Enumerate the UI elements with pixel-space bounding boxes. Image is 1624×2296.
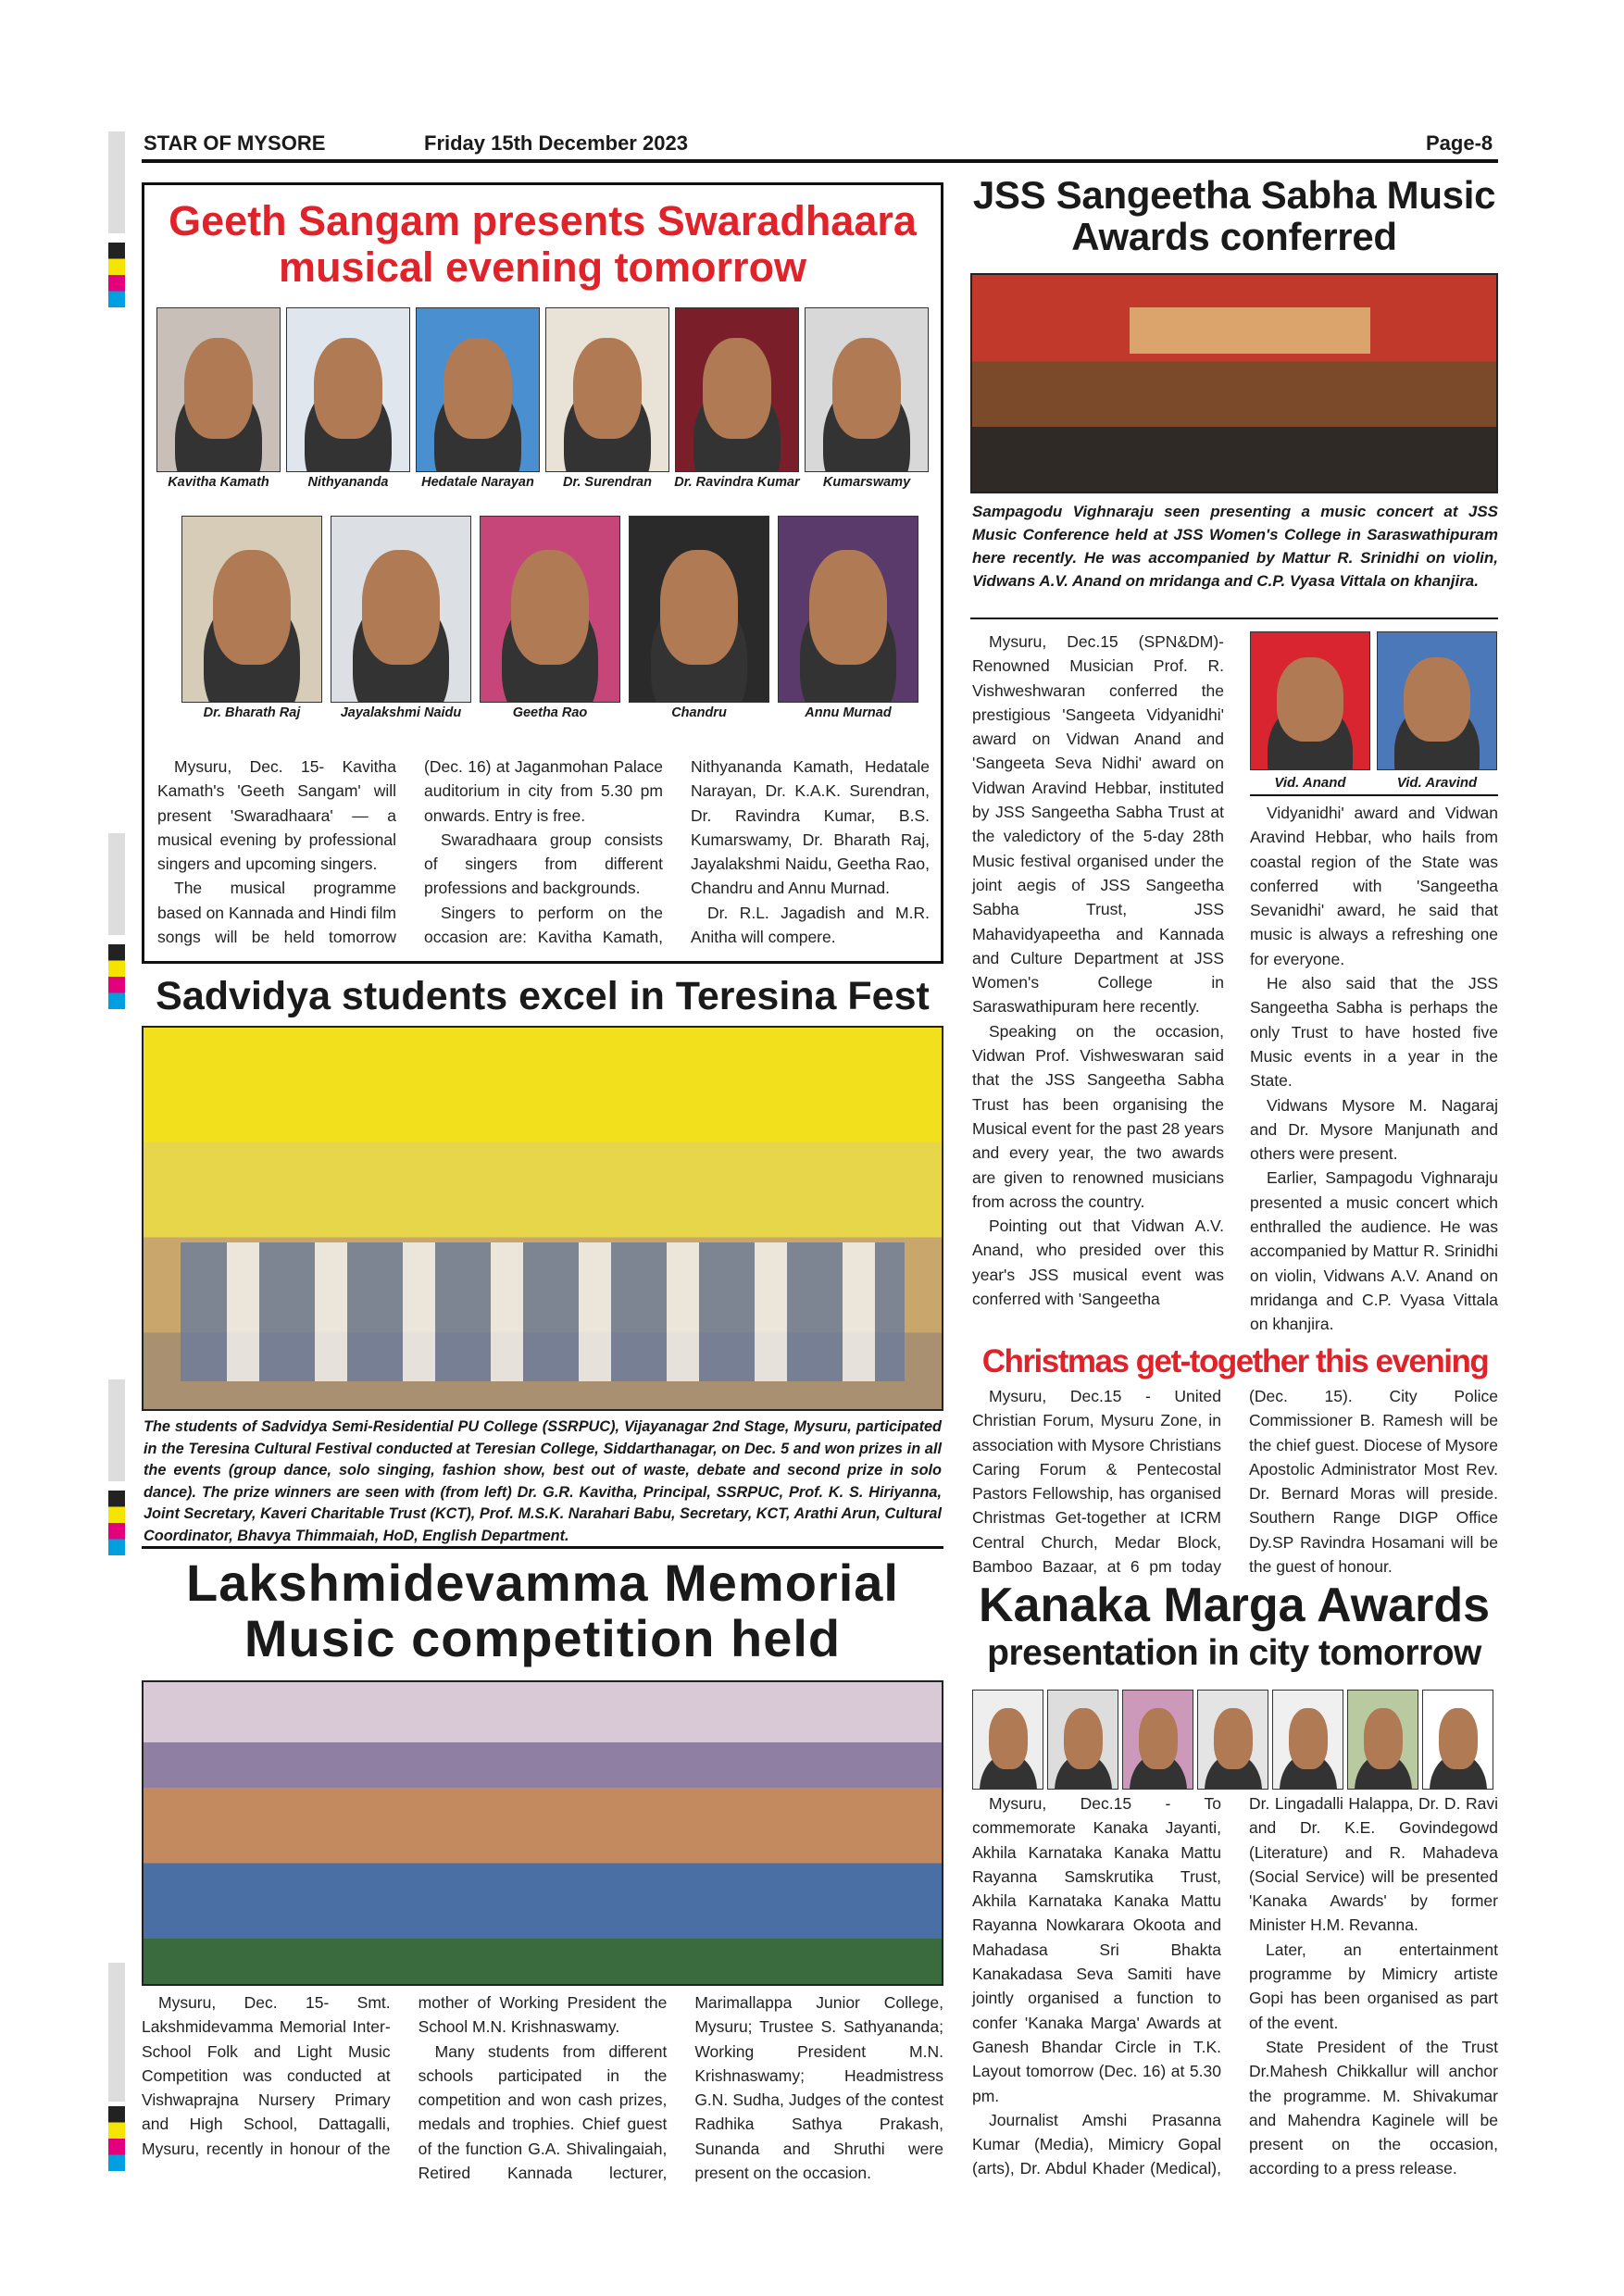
- portrait-caption: Dr. Ravindra Kumar: [674, 475, 800, 490]
- portrait-photo: [805, 307, 929, 472]
- article-body: [972, 1791, 1498, 2190]
- paragraph: Mysuru, Dec.15 - To commemorate Kanaka Jayanti, Akhila Karnataka Kanaka Mattu Rayanna Samskrutika Trust, Akhila Karnataka Kanaka Mattu Rayanna Nowkarara Okoota and Mahadasa Sri Bhakta Kanakadasa Seva Samiti have jointly organised a function to confer 'Kanaka Marga' Awards at Ganesh Bhandar Circle in T.K. Layout tomorrow (Dec. 16) at 5.30 pm.: [972, 1794, 1221, 2105]
- registration-mark-strip: [108, 833, 125, 935]
- portrait-photo: [545, 307, 669, 472]
- portrait-photo: [1347, 1690, 1418, 1790]
- portrait-caption: Kavitha Kamath: [168, 475, 269, 490]
- divider: [970, 618, 1498, 619]
- paragraph: Mysuru, Dec.15 - United Christian Forum, Mysuru Zone, in association with Mysore Christians Caring Forum & Pentecostal Pastors Fellowship, has organised Christmas Get-together at ICRM Central Church, Medar Block, Bamboo Bazaar, at 6 pm today (Dec. 15). City Police Commissioner B. Ramesh will be the chief guest. Diocese of Mysore Apostolic Administrator Most Rev. Dr. Bernard Moras will preside. Southern Range DIGP Office Dy.SP Ravindra Hosamani will be the guest of honour.: [972, 1387, 1498, 1577]
- headline-sadvidya: Sadvidya students excel in Teresina Fest: [156, 974, 930, 1018]
- portrait-photo: [1197, 1690, 1268, 1790]
- portrait-photo: [156, 307, 281, 472]
- paragraph: Later, an entertainment programme by Mimicry artiste Gopi has been organised as part of the event.: [1249, 1940, 1498, 2032]
- paragraph: Journalist Amshi Prasanna Kumar (Media), Mimicry Gopal (arts), Dr. Abdul Khader (Medical), Dr. Lingadalli Halappa, Dr. D. Ravi and Dr. K.E. Govindegowd (Literature) and R. Mahadeva (Social Service) will be presented 'Kanaka Awards' by former Minister H.M. Revanna.: [972, 1794, 1498, 2178]
- paragraph: Swaradhaara group consists of singers from different professions and backgrounds.: [424, 830, 663, 898]
- cmyk-swatch: [108, 243, 125, 307]
- paragraph: Dr. R.L. Jagadish and M.R. Anitha will compere.: [691, 903, 930, 947]
- portrait-photo: [675, 307, 799, 472]
- paragraph: State President of the Trust Dr.Mahesh Chikkallur will anchor the programme. M. Shivakumar and Mahendra Kaginele will be present on the occasion, according to a press release.: [1249, 2037, 1498, 2178]
- portrait-caption: Geetha Rao: [512, 705, 588, 720]
- photo-caption: The students of Sadvidya Semi-Residential PU College (SSRPUC), Vijayanagar 2nd Stage, Mysuru, participated in the Teresina Cultural Festival conducted at Teresian College, Siddarthanagar, on Dec. 5 and won prizes in all the events (group dance, solo singing, fashion show, best out of waste, debate and second prize in solo dance). The prize winners are seen with (from left) Dr. G.R. Kavitha, Principal, SSRPUC, Prof. K. S. Hiriyanna, Joint Secretary, Kaveri Charitable Trust (KCT), Prof. M.S.K. Narahari Babu, Secretary, KCT, Arathi Arun, Cultural Coordinator, Bhavya Thimmaiah, HoD, English Department.: [144, 1418, 942, 1544]
- portrait-photo: [480, 516, 620, 703]
- portrait-photo: [286, 307, 410, 472]
- registration-mark-strip: [108, 1963, 125, 2102]
- portrait-photo: [1272, 1690, 1343, 1790]
- paper-name: STAR OF MYSORE: [144, 131, 326, 155]
- header-rule: [142, 159, 1498, 163]
- article-body: [972, 1384, 1498, 1580]
- portrait-caption: Nithyananda: [307, 475, 389, 490]
- portrait-vid-aravind: [1377, 631, 1497, 770]
- portrait-caption: Vid. Anand: [1274, 775, 1346, 791]
- portrait-caption: Dr. Surendran: [563, 475, 652, 490]
- paragraph: Vidwans Mysore M. Nagaraj and Dr. Mysore Manjunath and others were present.: [1250, 1095, 1498, 1164]
- headline-line: Geeth Sangam presents Swaradhaara: [169, 197, 917, 244]
- cmyk-swatch: [108, 944, 125, 1009]
- paragraph: Singers to perform on the occasion are: Kavitha Kamath, Nithyananda Kamath, Hedatale Narayan, Dr. K.A.K. Surendran, Dr. Ravindra Kumar, B.S. Kumarswamy, Dr. Bharath Raj, Jayalakshmi Naidu, Geetha Rao, Chandru and Annu Murnad.: [424, 757, 930, 947]
- divider: [142, 1546, 943, 1549]
- paragraph: Speaking on the occasion, Vidwan Prof. Vishweswaran said that the JSS Sangeetha Sabha Trust has been organising the Musical event for the past 28 years and every year, the two awards are given to renowned musicians from across the country.: [972, 1021, 1224, 1211]
- paragraph: Mysuru, Dec. 15- Kavitha Kamath's 'Geeth Sangam' will present 'Swaradhaara' — a musical evening by professional singers and upcoming singers.: [157, 757, 396, 874]
- photo-caption: Sampagodu Vighnaraju seen presenting a music concert at JSS Music Conference held at JSS Women's College in Saraswathipuram here recently. He was accompanied by Mattur R. Srinidhi on violin, Vidwans A.V. Anand on mridanga and C.P. Vyasa Vittala on khanjira.: [972, 503, 1498, 590]
- portrait-photo: [1122, 1690, 1193, 1790]
- portrait-caption: Jayalakshmi Naidu: [340, 705, 462, 720]
- paragraph: Mysuru, Dec. 15- Smt. Lakshmidevamma Memorial Inter-School Folk and Light Music Competition was conducted at Vishwaprajna Nursery Primary and High School, Dattagalli, Mysuru, recently in honour of the mother of Working President the School M.N. Krishnaswamy.: [142, 1993, 668, 2158]
- portrait-photo: [181, 516, 322, 703]
- portrait-photo: [1047, 1690, 1118, 1790]
- headline-lakshmidevamma: [142, 1555, 943, 1667]
- registration-mark-strip: [108, 1379, 125, 1481]
- portrait-caption: Kumarswamy: [822, 475, 911, 490]
- headline-line: presentation in city tomorrow: [987, 1633, 1481, 1673]
- portrait-photo: [778, 516, 918, 703]
- headline-christmas: Christmas get-together this evening: [981, 1343, 1489, 1379]
- article-body-column: [972, 630, 1224, 1311]
- paragraph: Mysuru, Dec.15 (SPN&DM)- Renowned Musician Prof. R. Vishweshwaran conferred the prestigious 'Sangeeta Vidyanidhi' award on Vidwan Anand and 'Sangeeta Seva Nidhi' award on Vidwan Aravind Hebbar, instituted by JSS Sangeetha Sabha Trust at the valedictory of the 5-day 28th Music festival organised under the joint aegis of JSS Sangeetha Sabha Trust, JSS Mahavidyapeetha and Kannada and Culture Department at JSS Women's College in Saraswathipuram here recently.: [972, 632, 1224, 1017]
- article-body-column: [1250, 801, 1498, 1337]
- headline-line: musical evening tomorrow: [278, 243, 807, 292]
- headline-jss: [963, 174, 1505, 258]
- portrait-caption: Dr. Bharath Raj: [203, 705, 301, 720]
- portrait-caption: Vid. Aravind: [1396, 775, 1478, 791]
- paragraph: The musical programme based on Kannada and Hindi film songs will be held tomorrow (Dec. 16) at Jaganmohan Palace auditorium in city from 5.30 pm onwards. Entry is free.: [157, 757, 663, 947]
- cmyk-swatch: [108, 2106, 125, 2171]
- portrait-photo: [972, 1690, 1043, 1790]
- article-geeth-sangam: [142, 182, 943, 964]
- portrait-caption: Annu Murnad: [805, 705, 892, 720]
- article-body: [157, 755, 930, 954]
- portrait-photo: [629, 516, 769, 703]
- registration-mark-strip: [108, 131, 125, 233]
- concert-photo: [970, 273, 1498, 493]
- headline-line: Awards conferred: [1071, 215, 1397, 259]
- paragraph: Pointing out that Vidwan A.V. Anand, who presided over this year's JSS musical event was conferred with 'Sangeetha: [972, 1217, 1224, 1309]
- headline: [144, 198, 941, 292]
- cmyk-swatch: [108, 1491, 125, 1555]
- portrait-vid-anand: [1250, 631, 1370, 770]
- group-photo-music-competition: [142, 1680, 943, 1986]
- issue-date: Friday 15th December 2023: [424, 131, 688, 155]
- headline-line: JSS Sangeetha Sabha Music: [972, 173, 1496, 217]
- headline-line: Lakshmidevamma Memorial: [186, 1554, 899, 1612]
- group-photo-sadvidya-students: [142, 1026, 943, 1411]
- portrait-photo: [1422, 1690, 1493, 1790]
- divider: [1250, 794, 1498, 796]
- paragraph: Earlier, Sampagodu Vighnaraju presented a music concert which enthralled the audience. He was accompanied by Mattur R. Srinidhi on violin, Vidwans A.V. Anand on mridanga and C.P. Vyasa Vittala on khanjira.: [1250, 1168, 1498, 1334]
- portrait-caption: Hedatale Narayan: [421, 475, 534, 490]
- portrait-photo: [331, 516, 471, 703]
- headline-line: Music competition held: [244, 1609, 842, 1668]
- portrait-caption: Chandru: [671, 705, 727, 720]
- headline-kanaka: [963, 1578, 1505, 1673]
- headline-line: Kanaka Marga Awards: [978, 1578, 1491, 1632]
- paragraph: He also said that the JSS Sangeetha Sabha is perhaps the only Trust to have hosted five Music events in a year in the State.: [1250, 974, 1498, 1091]
- page-number: Page-8: [1426, 131, 1493, 155]
- paragraph: Vidyanidhi' award and Vidwan Aravind Hebbar, who hails from coastal region of the State was conferred with 'Sangeetha Sevanidhi' award, he said that music is always a refreshing one for everyone.: [1250, 804, 1498, 968]
- portrait-photo: [416, 307, 540, 472]
- paragraph: Many students from different schools participated in the competition and won cash prizes, medals and trophies. Chief guest of the function G.A. Shivalingaiah, Retired Kannada lecturer, Marimallappa Junior College, Mysuru; Trustee S. Sathyananda; Working President M.N. Krishnaswamy; Headmistress G.N. Sudha, Judges of the contest Radhika Sathya Prakash, Sunanda and Shruthi were present on the occasion.: [418, 1993, 943, 2183]
- article-body: [142, 1990, 943, 2194]
